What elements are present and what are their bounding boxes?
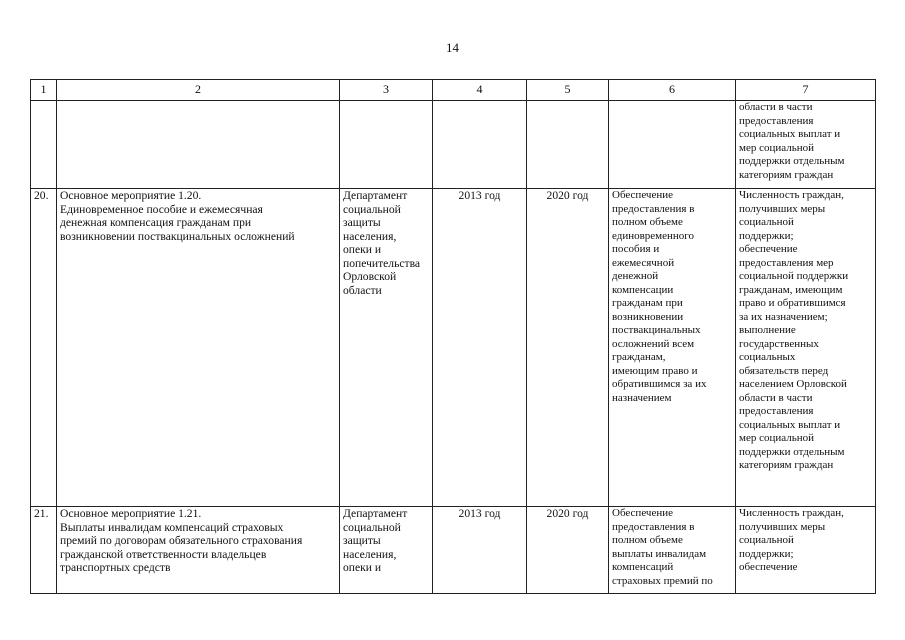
executor-cell: Департамент социальной защиты населения, опеки и [340,507,433,594]
result-cell: Обеспечение предоставления в полном объеме единовременного пособия и ежемесячной денежной компенсации гражданам при возникновении поствакцинальных осложнений всем гражданам, имеющим право и обратившимся за их назначением [609,189,736,507]
row-number [31,101,57,189]
measures-table [30,79,876,594]
table-row-21 [31,507,876,594]
row-number: 21. [31,507,57,594]
table-row-20 [31,189,876,507]
measure-cell [57,101,340,189]
column-header: 4 [433,80,527,101]
column-header: 5 [527,80,609,101]
end-year-cell [527,101,609,189]
page-number: 14 [446,40,459,55]
start-year-cell: 2013 год [433,507,527,594]
result-cell [609,101,736,189]
end-year-cell: 2020 год [527,189,609,507]
column-header: 7 [736,80,876,101]
column-header: 3 [340,80,433,101]
result-cell: Обеспечение предоставления в полном объеме выплаты инвалидам компенсаций страховых премий по [609,507,736,594]
start-year-cell [433,101,527,189]
row-number: 20. [31,189,57,507]
indicators-cell: Численность граждан, получивших меры социальной поддержки; обеспечение предоставления мер социальной поддержки гражданам, имеющим право и обратившимся за их назначением; выполнение государственных социальных обязательств перед населением Орловской области в части предоставления социальных выплат и мер социальной поддержки отдельным категориям граждан [736,189,876,507]
header-row [31,80,876,101]
indicators-cell: области в части предоставления социальных выплат и мер социальной поддержки отдельным категориям граждан [736,101,876,189]
indicators-cell: Численность граждан, получивших меры социальной поддержки; обеспечение [736,507,876,594]
measure-cell: Основное мероприятие 1.21. Выплаты инвалидам компенсаций страховых премий по договорам обязательного страхования гражданской ответственности владельцев транспортных средств [57,507,340,594]
executor-cell [340,101,433,189]
column-header: 1 [31,80,57,101]
column-header: 6 [609,80,736,101]
executor-cell: Департамент социальной защиты населения, опеки и попечительства Орловской области [340,189,433,507]
column-header: 2 [57,80,340,101]
end-year-cell: 2020 год [527,507,609,594]
start-year-cell: 2013 год [433,189,527,507]
measure-cell: Основное мероприятие 1.20. Единовременное пособие и ежемесячная денежная компенсация гражданам при возникновении поствакцинальных осложнений [57,189,340,507]
table-row-continuation [31,101,876,189]
